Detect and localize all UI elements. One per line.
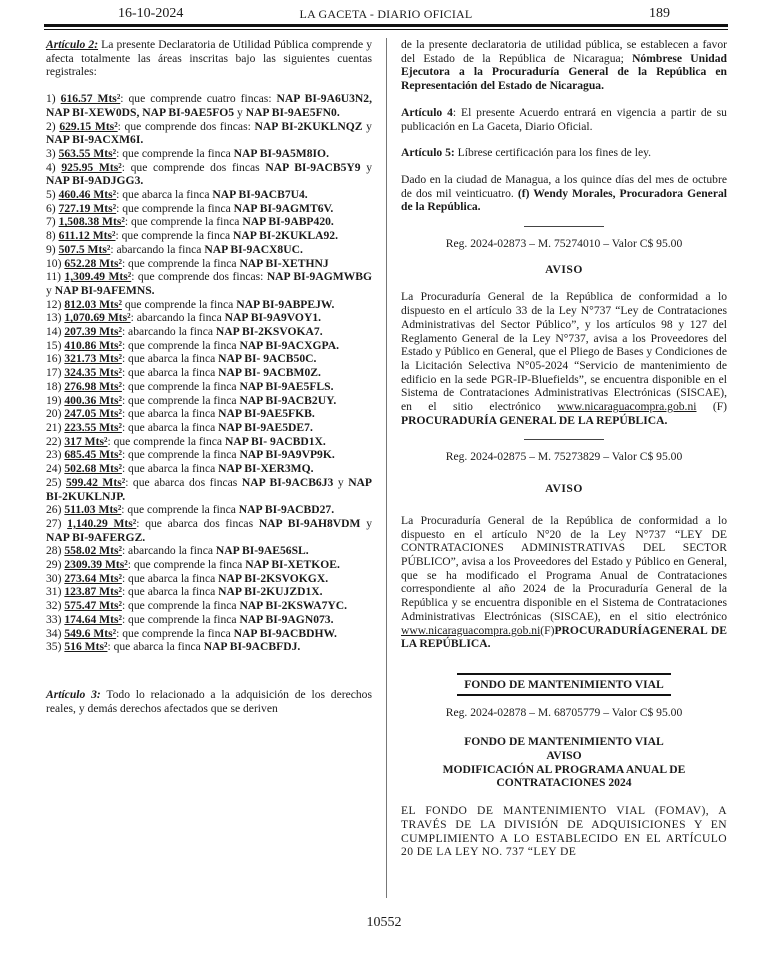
article-4-text: : El presente Acuerdo entrará en vigencia a partir de su publicación en La Gaceta, Diario Oficial. <box>401 105 727 133</box>
entry-number: 30) <box>46 571 65 585</box>
entry-finca: NAP BI-9ACB2UY. <box>239 393 337 407</box>
entry-number: 7) <box>46 215 59 229</box>
registry-entry <box>46 599 372 613</box>
entry-area: 1,309.49 Mts² <box>64 270 132 284</box>
article-2-label: Artículo 2: <box>46 38 99 51</box>
entry-description: : que comprende la finca <box>121 338 240 352</box>
entry-number: 16) <box>46 352 65 366</box>
registry-entry <box>46 544 372 558</box>
registry-entry <box>46 462 372 476</box>
entry-connector: y <box>333 475 349 489</box>
fomav-line-3: MODIFICACIÓN AL PROGRAMA ANUAL DE CONTRATACIONES 2024 <box>442 762 686 790</box>
entry-area: 511.03 Mts² <box>64 503 122 517</box>
registry-entry <box>46 435 372 449</box>
registration-line-1: Reg. 2024-02873 – M. 75274010 – Valor C$ 95.00 <box>445 237 683 251</box>
registry-entry <box>46 572 372 586</box>
entry-area: 563.55 Mts² <box>58 146 117 160</box>
entry-description: : que abarca la finca <box>107 640 204 654</box>
entry-description: : que abarca la finca <box>121 462 219 476</box>
footer-page-number: 10552 <box>366 915 402 930</box>
entry-number: 17) <box>46 366 65 380</box>
entry-finca: NAP BI-9ABP420. <box>242 215 334 229</box>
entry-finca: NAP BI-9AE5DE7. <box>218 420 313 434</box>
entry-description: : que comprende cuatro fincas: <box>120 92 277 106</box>
header-date: 16-10-2024 <box>118 6 184 21</box>
entry-description: : que abarca dos fincas <box>136 516 259 530</box>
aviso-2-signature: PROCURADURÍAGENERAL DE LA REPÚBLICA. <box>401 623 727 651</box>
entry-description: : que abarca la finca <box>121 407 219 421</box>
entry-connector: y <box>362 119 372 133</box>
entry-area: 1,508.38 Mts² <box>58 215 125 229</box>
signature-paragraph <box>401 173 727 214</box>
entry-area: 611.12 Mts² <box>58 229 116 243</box>
page-header <box>44 6 728 22</box>
registry-entry <box>46 448 372 462</box>
article-5-text: Líbrese certificación para los fines de ley. <box>454 146 652 160</box>
entry-finca: NAP BI-9AGMWBG <box>266 270 372 284</box>
article-5 <box>401 146 727 160</box>
registry-entry <box>46 640 372 654</box>
entry-description: : que abarca la finca <box>121 420 219 434</box>
registry-entry <box>46 325 372 339</box>
registry-entry <box>46 229 372 243</box>
entry-finca: NAP BI-9AE5FLS. <box>239 379 334 393</box>
entry-description: : que abarca dos fincas <box>125 475 242 489</box>
registry-entry <box>46 394 372 408</box>
entry-area: 575.47 Mts² <box>64 599 122 613</box>
registry-entry <box>46 120 372 147</box>
entry-area: 247.05 Mts² <box>64 407 122 421</box>
entry-description: : abarcando la finca <box>121 325 216 339</box>
registry-entry <box>46 585 372 599</box>
entry-area: 400.36 Mts² <box>64 393 122 407</box>
entry-area: 925.95 Mts² <box>61 160 122 174</box>
dado-text: Dado en la ciudad de Managua, a los quince días del mes de octubre de dos mil veinticuatro. <box>401 172 727 200</box>
entry-area: 616.57 Mts² <box>60 92 121 106</box>
article-2-continuation <box>401 38 727 93</box>
registry-entry <box>46 476 372 503</box>
entry-number: 29) <box>46 558 65 572</box>
article-5-label: Artículo 5: <box>401 146 455 160</box>
entry-finca: NAP BI-9ACB6J3 <box>241 475 334 489</box>
registry-entry <box>46 188 372 202</box>
registry-entry <box>46 215 372 229</box>
entry-area: 123.87 Mts² <box>64 585 122 599</box>
column-divider <box>386 38 387 898</box>
entry-finca: NAP BI-9AH8VDM <box>258 516 361 530</box>
entry-area: 727.19 Mts² <box>58 201 117 215</box>
entry-number: 27) <box>46 516 68 530</box>
entry-finca: NAP BI-2KUKLA92. <box>233 229 338 243</box>
entry-number: 31) <box>46 585 65 599</box>
entry-finca: NAP BI- 9ACBM0Z. <box>218 366 321 380</box>
article-3-text: Todo lo relacionado a la adquisición de los derechos reales, y demás derechos afectados que se deriven <box>46 687 372 715</box>
registry-entry <box>46 421 372 435</box>
entry-area: 1,070.69 Mts² <box>64 311 131 325</box>
registry-entry <box>46 558 372 572</box>
entry-number: 34) <box>46 626 65 640</box>
entry-finca: NAP BI-9ACB5Y9 <box>265 160 361 174</box>
entry-area: 321.73 Mts² <box>64 352 122 366</box>
entry-number: 22) <box>46 434 65 448</box>
entry-finca: NAP BI- 9ACBD1X. <box>224 434 326 448</box>
entry-description: : que comprende la finca <box>115 229 233 243</box>
registry-entries-list <box>46 92 372 654</box>
entry-description: : que comprende la finca <box>107 434 225 448</box>
entry-description: : que comprende dos fincas: <box>131 270 267 284</box>
entry-description: : que comprende dos fincas: <box>117 119 255 133</box>
entry-finca: NAP BI-2KSVOKA7. <box>215 325 323 339</box>
entry-finca: NAP BI-9ACXGPA. <box>239 338 340 352</box>
fomav-line-2: AVISO <box>546 749 582 763</box>
entry-number: 13) <box>46 311 65 325</box>
article-3 <box>46 688 372 715</box>
article-2-text: La presente Declaratoria de Utilidad Pública comprende y afecta totalmente las áreas inscritas bajo las siguientes cuentas registrales: <box>46 38 372 79</box>
entry-area: 460.46 Mts² <box>58 188 117 202</box>
aviso-1-signature: PROCURADURÍA GENERAL DE LA REPÚBLICA. <box>401 413 668 427</box>
entry-area: 2309.39 Mts² <box>64 558 128 572</box>
entry-finca-2: NAP BI-9AE5FN0. <box>245 105 340 119</box>
entry-description: : que comprende la finca <box>127 558 246 572</box>
entry-number: 33) <box>46 612 65 626</box>
entry-area: 516 Mts² <box>64 640 108 654</box>
entry-finca: NAP BI-2KSWA7YC. <box>239 599 348 613</box>
entry-number: 11) <box>46 270 65 284</box>
aviso-2-body <box>401 514 727 651</box>
entry-description: : que comprende la finca <box>121 612 240 626</box>
entry-number: 4) <box>46 160 62 174</box>
entry-number: 28) <box>46 544 65 558</box>
entry-description: : que abarca la finca <box>121 585 219 599</box>
aviso-2-link[interactable]: www.nicaraguacompra.gob.ni <box>401 623 541 637</box>
entry-number: 14) <box>46 325 65 339</box>
entry-number: 19) <box>46 393 65 407</box>
entry-description: : que comprende la finca <box>116 146 234 160</box>
header-rule-thin <box>44 29 728 30</box>
registry-entry <box>46 298 372 312</box>
registry-entry <box>46 147 372 161</box>
entry-finca: NAP BI-9AE56SL. <box>215 544 309 558</box>
entry-finca: NAP BI-9ABPEJW. <box>236 297 335 311</box>
entry-area: 410.86 Mts² <box>64 338 122 352</box>
entry-area: 812.03 Mts² <box>64 297 122 311</box>
entry-area: 599.42 Mts² <box>65 475 126 489</box>
aviso-1-body <box>401 290 727 427</box>
entry-number: 1) <box>46 92 61 106</box>
entry-area: 652.28 Mts² <box>64 256 122 270</box>
entry-finca: NAP BI-2KSVOKGX. <box>218 571 329 585</box>
entry-finca: NAP BI-9ACBFDJ. <box>203 640 301 654</box>
entry-description: : que comprende la finca <box>121 379 240 393</box>
entry-finca: NAP BI-XETHNJ <box>239 256 329 270</box>
fomav-body: EL FONDO DE MANTENIMIENTO VIAL (FOMAV), A TRAVÉS DE LA DIVISIÓN DE ADQUISICIONES Y EN CUMPLIMIENTO A LO ESTABLECIDO EN EL ARTÍCULO 20 DE LA LEY NO. 737 “LEY DE <box>401 804 727 859</box>
aviso-1-title: AVISO <box>545 262 583 276</box>
entry-number: 24) <box>46 462 65 476</box>
registration-line-3: Reg. 2024-02878 – M. 68705779 – Valor C$ 95.00 <box>445 705 683 719</box>
right-column <box>401 38 727 859</box>
entry-finca-2: NAP BI-9AFERGZ. <box>46 530 146 544</box>
registration-line-2: Reg. 2024-02875 – M. 75273829 – Valor C$ 95.00 <box>445 450 683 464</box>
registry-entry <box>46 202 372 216</box>
entry-finca: NAP BI-9A5M8IO. <box>233 146 329 160</box>
entry-description: : que comprende la finca <box>116 626 234 640</box>
entry-finca: NAP BI-9AE5FKB. <box>218 407 315 421</box>
entry-description: : que comprende la finca <box>121 599 240 613</box>
registry-entry <box>46 352 372 366</box>
registry-entry <box>46 243 372 257</box>
entry-finca: NAP BI-XETKOE. <box>245 558 340 572</box>
entry-number: 10) <box>46 256 65 270</box>
registry-entry <box>46 257 372 271</box>
header-page-number: 189 <box>649 6 670 21</box>
entry-description: : que comprende la finca <box>121 503 239 517</box>
entry-area: 502.68 Mts² <box>64 462 122 476</box>
entry-finca: NAP BI-9ACBDHW. <box>233 626 337 640</box>
entry-finca: NAP BI-9A9VP9K. <box>239 448 335 462</box>
entry-finca: NAP BI-9A9VOY1. <box>224 311 322 325</box>
entry-number: 32) <box>46 599 65 613</box>
aviso-1-text: La Procuraduría General de la República de conformidad a lo dispuesto en el artículo 33 de la Ley N°737 “Ley de Contrataciones Administrativas del Sector Público”, y los artículos 98 y 127 del Reglamento General de la Ley N°737, avisa a los Proveedores del Estado y Público en General, que el Pliego de Bases y Condiciones de la Licitación Selectiva N°05-2024 “Servicio de mantenimiento de edificio en la sede PGR-IP-Bluefields”, se encuentra disponible en el Sistema de Contrataciones Administrativas Electrónicas (SISCAE), en el sitio electrónico <box>401 290 727 414</box>
entry-area: 207.39 Mts² <box>64 325 122 339</box>
aviso-1-after: (F) <box>696 400 728 414</box>
entry-connector: y <box>46 283 55 297</box>
entry-finca-2: NAP BI-2KUKLNJP. <box>46 475 373 503</box>
header-publication: LA GACETA - DIARIO OFICIAL <box>299 7 473 21</box>
entry-description: : abarcando la finca <box>110 242 205 256</box>
entry-area: 223.55 Mts² <box>64 420 122 434</box>
entry-area: 507.5 Mts² <box>58 242 111 256</box>
aviso-2-title: AVISO <box>545 482 583 496</box>
entry-finca: NAP BI-9ACBD27. <box>238 503 335 517</box>
entry-number: 18) <box>46 379 65 393</box>
article-4-label: Artículo 4 <box>401 105 453 119</box>
entry-description: : que abarca la finca <box>121 366 219 380</box>
continuation-text: de la presente declaratoria de utilidad pública, se establecen a favor del Estado de la República de Nicaragua; <box>401 38 727 65</box>
entry-area: 273.64 Mts² <box>64 571 122 585</box>
entry-description: : que comprende la finca <box>124 215 243 229</box>
registry-entry <box>46 270 372 297</box>
entry-finca: NAP BI-9ACX8UC. <box>204 242 303 256</box>
entry-number: 12) <box>46 297 65 311</box>
entry-finca: NAP BI-2KUJZD1X. <box>218 585 323 599</box>
aviso-1-link[interactable]: www.nicaraguacompra.gob.ni <box>557 400 697 414</box>
registry-entry <box>46 380 372 394</box>
entry-finca: NAP BI-2KUKLNQZ <box>254 119 363 133</box>
entry-area: 629.15 Mts² <box>59 119 118 133</box>
entry-area: 1,140.29 Mts² <box>67 516 137 530</box>
separator-rule <box>524 439 604 440</box>
fomav-heading <box>401 735 727 790</box>
entry-description: : que abarca la finca <box>116 188 213 202</box>
entry-number: 2) <box>46 119 60 133</box>
registry-entry <box>46 517 372 544</box>
entry-description: : que comprende la finca <box>116 201 234 215</box>
entry-number: 25) <box>46 475 66 489</box>
entry-finca: NAP BI-XER3MQ. <box>218 462 314 476</box>
entry-description: : que abarca la finca <box>121 571 219 585</box>
fomav-line-1: FONDO DE MANTENIMIENTO VIAL <box>464 735 664 749</box>
article-2 <box>46 38 372 79</box>
entry-number: 9) <box>46 242 59 256</box>
entry-number: 6) <box>46 201 59 215</box>
entry-number: 3) <box>46 146 59 160</box>
registry-entry <box>46 407 372 421</box>
entry-finca-2: NAP BI-9AFEMNS. <box>54 283 155 297</box>
entry-number: 26) <box>46 503 65 517</box>
entry-connector: y <box>360 516 373 530</box>
entry-number: 20) <box>46 407 65 421</box>
separator-rule <box>524 226 604 227</box>
entry-number: 21) <box>46 420 65 434</box>
entry-connector: y <box>360 160 373 174</box>
entry-area: 549.6 Mts² <box>64 626 117 640</box>
entry-finca: NAP BI- 9ACB50C. <box>218 352 317 366</box>
registry-entry <box>46 503 372 517</box>
article-4 <box>401 106 727 133</box>
registry-entry <box>46 311 372 325</box>
entry-finca: NAP BI-9A6U3N2, NAP BI-XEW0DS, NAP BI-9AE5FO5 <box>46 92 372 119</box>
entry-finca-2: NAP BI-9ACXM6I. <box>46 133 144 147</box>
registry-entry <box>46 366 372 380</box>
entry-finca: NAP BI-9AGMT6V. <box>233 201 334 215</box>
entry-description: que comprende la finca <box>121 297 237 311</box>
signature: (f) Wendy Morales, Procuradora General de la República. <box>401 186 727 214</box>
entry-area: 276.98 Mts² <box>64 379 122 393</box>
entry-area: 317 Mts² <box>64 434 108 448</box>
section-title-fomav: FONDO DE MANTENIMIENTO VIAL <box>457 673 671 696</box>
entry-description: : que comprende la finca <box>121 393 240 407</box>
entry-description: : que abarca la finca <box>121 352 219 366</box>
registry-entry <box>46 339 372 353</box>
entry-connector: y <box>234 105 246 119</box>
entry-number: 23) <box>46 448 65 462</box>
entry-number: 15) <box>46 338 65 352</box>
entry-number: 35) <box>46 640 65 654</box>
entry-area: 558.02 Mts² <box>64 544 122 558</box>
article-3-label: Artículo 3: <box>46 687 101 701</box>
registry-entry <box>46 613 372 627</box>
entry-finca-2: NAP BI-9ADJGG3. <box>46 174 144 188</box>
header-rule-thick <box>44 24 728 27</box>
entry-description: : que comprende la finca <box>121 256 240 270</box>
aviso-2-text: La Procuraduría General de la República de conformidad a lo dispuesto en el artículo N°20 de la Ley N°737 “LEY DE CONTRATACIONES ADMINISTRATIVAS DEL SECTOR PÚBLICO”, avisa a los Proveedores del Estado y Público en General, que se ha modificado el Programa Anual de Contrataciones correspondiente al año 2024 de la Procuraduría General de la República y se encuentra disponible en el Sistema de Contrataciones Administrativas Electrónicas (SISCAE), en el sitio electrónico <box>401 513 727 623</box>
entry-description: : que comprende la finca <box>121 448 240 462</box>
entry-area: 174.64 Mts² <box>64 612 122 626</box>
registry-entry <box>46 161 372 188</box>
entry-area: 685.45 Mts² <box>64 448 122 462</box>
entry-description: : abarcando la finca <box>130 311 225 325</box>
entry-finca: NAP BI-9AGN073. <box>239 612 334 626</box>
entry-area: 324.35 Mts² <box>64 366 122 380</box>
continuation-bold: Nómbrese Unidad Ejecutora a la Procuraduría General de la República en Representación del Estado de Nicaragua. <box>401 51 727 93</box>
entry-description: : que comprende dos fincas <box>121 160 266 174</box>
entry-number: 8) <box>46 229 59 243</box>
left-column <box>46 38 372 715</box>
registry-entry <box>46 627 372 641</box>
aviso-2-after: (F) <box>540 623 555 637</box>
registry-entry <box>46 92 372 119</box>
entry-number: 5) <box>46 188 59 202</box>
entry-description: : abarcando la finca <box>121 544 216 558</box>
entry-finca: NAP BI-9ACB7U4. <box>212 188 308 202</box>
